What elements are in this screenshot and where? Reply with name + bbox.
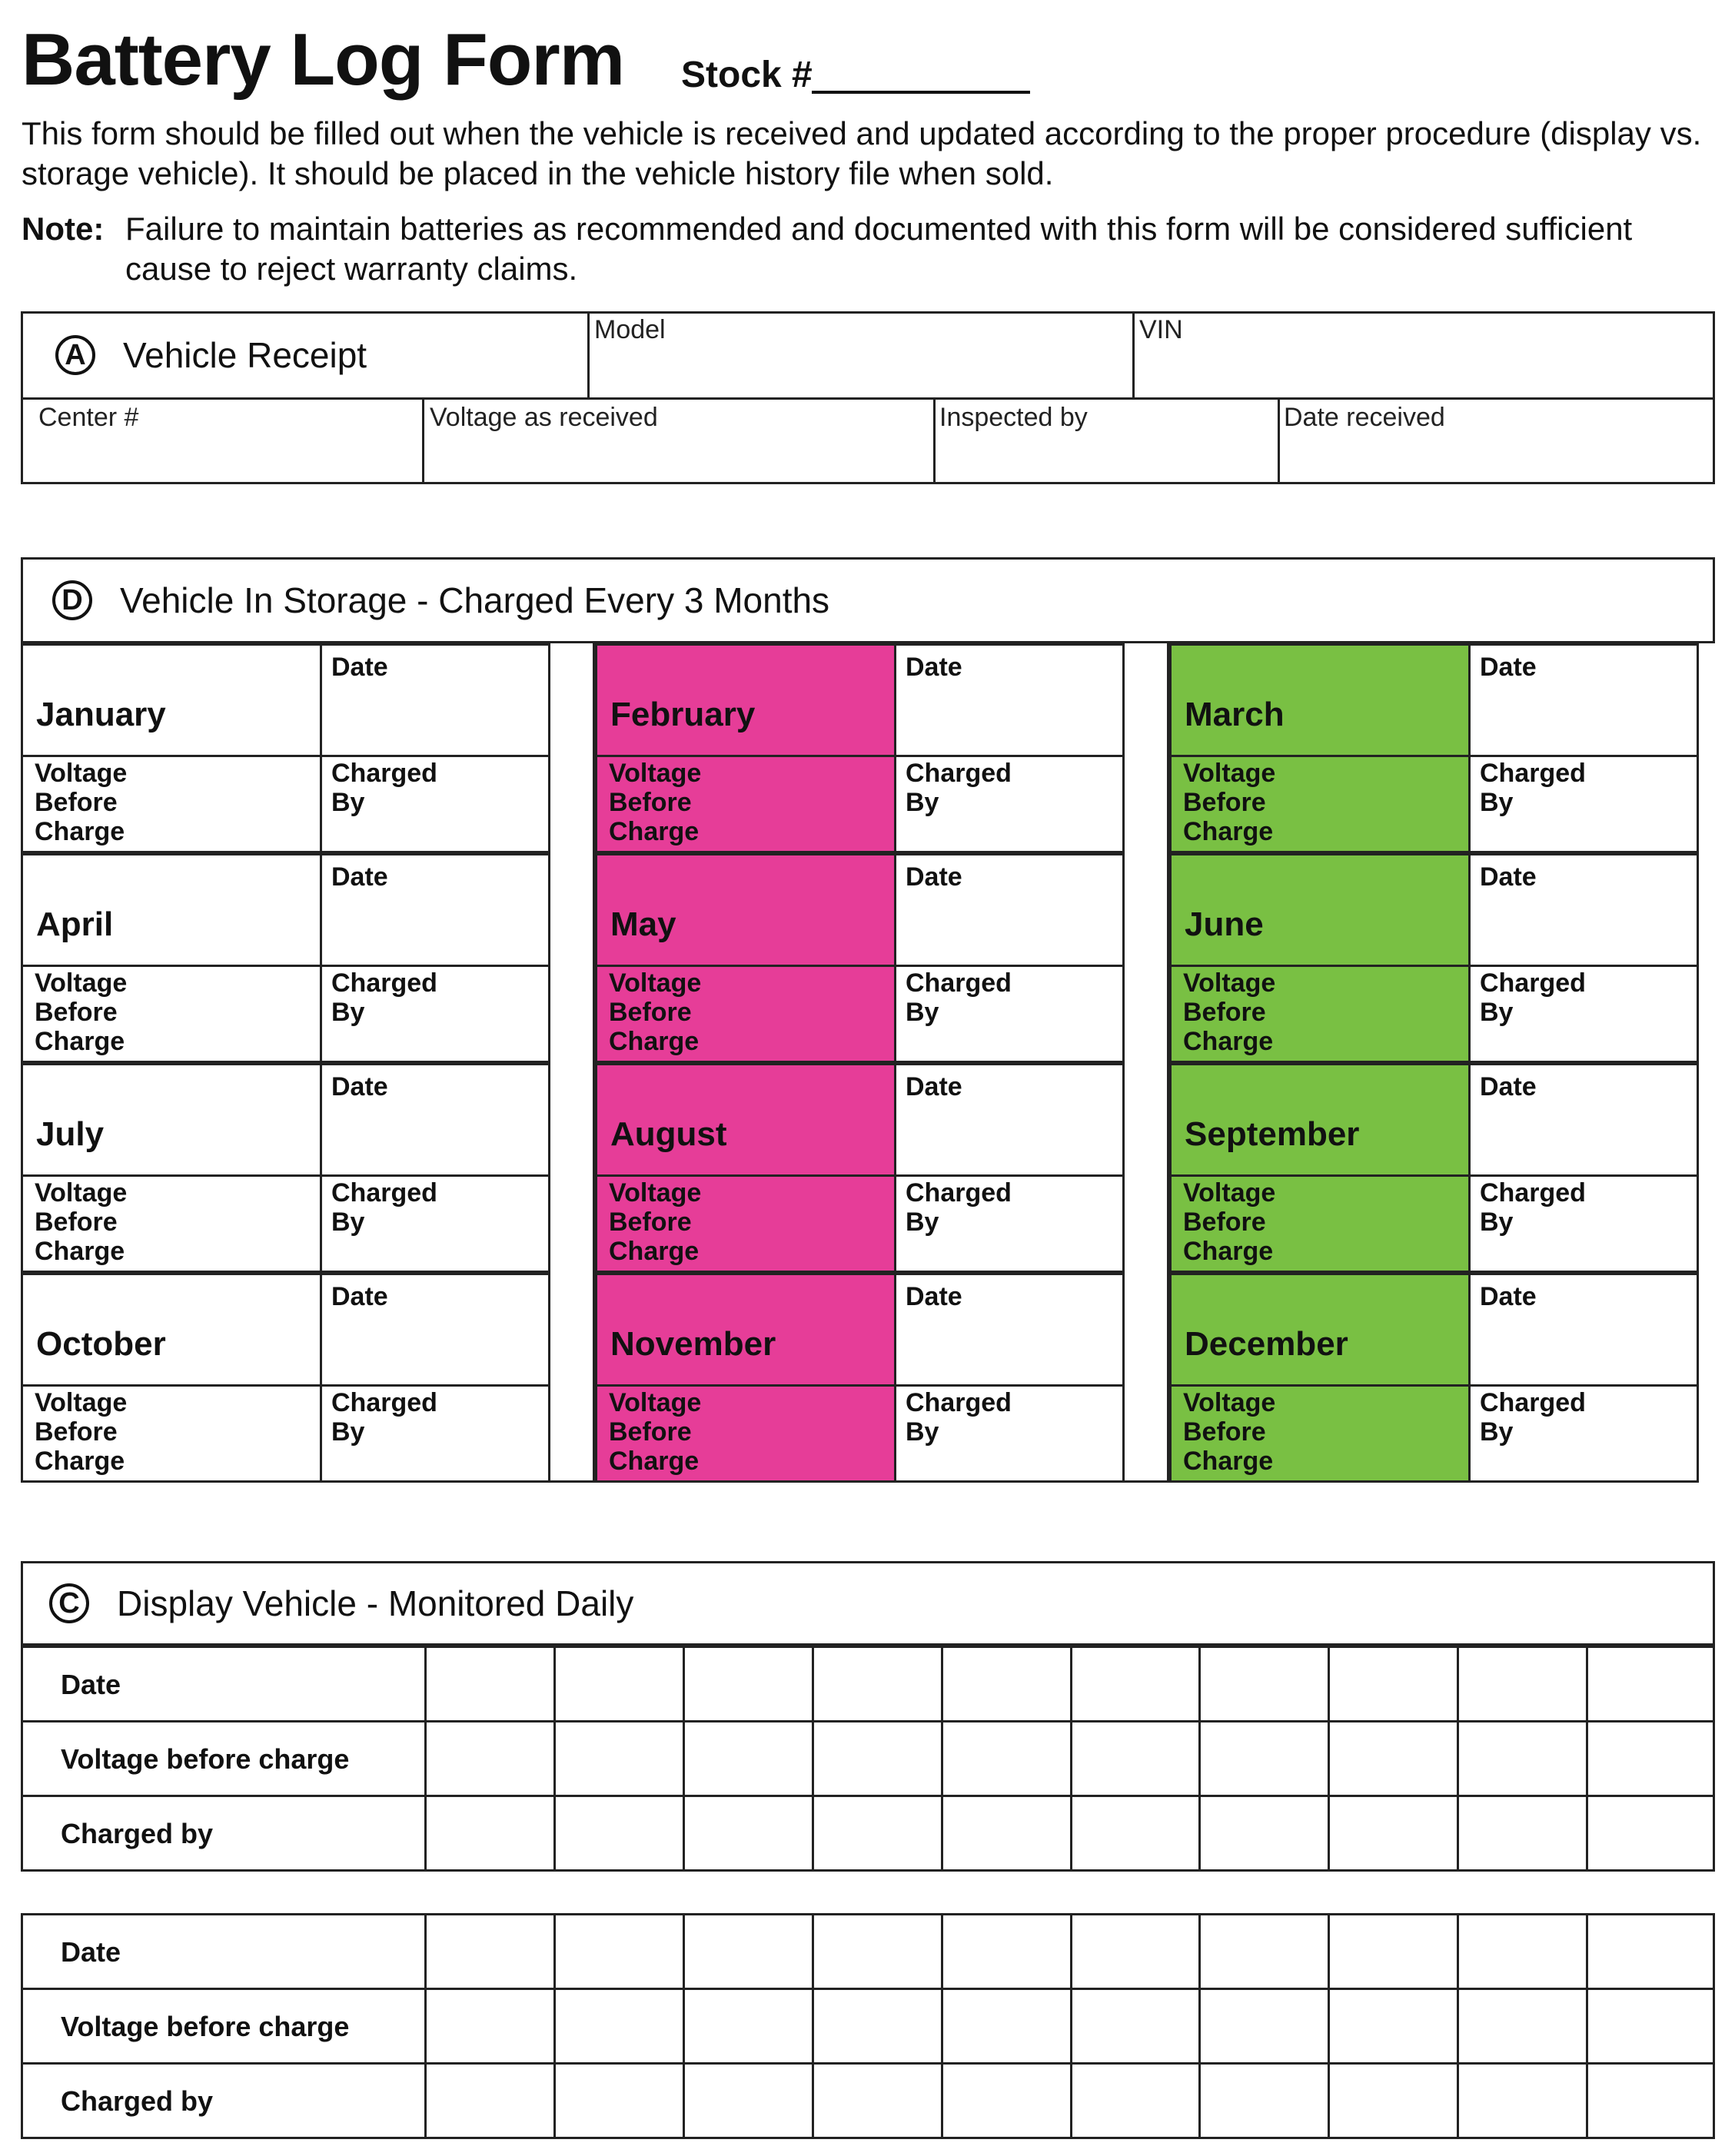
display-entry-cell[interactable] — [1588, 1915, 1715, 1988]
vehicle-receipt-title: Vehicle Receipt — [123, 335, 367, 375]
charged-by-label: By — [906, 998, 939, 1027]
charged-by-label: By — [1480, 998, 1514, 1027]
display-entry-cell[interactable] — [1330, 1722, 1457, 1795]
display-entry-cell[interactable] — [1072, 1722, 1199, 1795]
display-entry-cell[interactable] — [1459, 2065, 1586, 2137]
display-entry-cell[interactable] — [814, 1990, 941, 2062]
display-entry-cell[interactable] — [1459, 1915, 1586, 1988]
display-entry-cell[interactable] — [427, 1648, 553, 1720]
month-label: July — [36, 1115, 105, 1153]
voltage-before-charge-label: Voltage — [1183, 1178, 1276, 1208]
intro-text: This form should be filled out when the vehicle is received and updated according to the proper procedure (display vs. storage vehicle). It should be placed in the vehicle history file when sold. — [22, 115, 1702, 191]
display-entry-cell[interactable] — [1201, 1990, 1328, 2062]
display-entry-cell[interactable] — [1201, 1797, 1328, 1869]
display-entry-cell[interactable] — [814, 1648, 941, 1720]
vehicle-receipt-header — [55, 335, 367, 375]
voltage-before-charge-label: Before — [1183, 1208, 1266, 1237]
voltage-before-charge-label: Before — [35, 788, 118, 817]
date-label: Date — [1480, 1282, 1537, 1311]
voltage-before-charge-label: Voltage — [1183, 759, 1276, 788]
vehicle-storage-title: Vehicle In Storage - Charged Every 3 Months — [120, 580, 830, 620]
voltage-before-charge-label: Before — [35, 1417, 118, 1447]
display-entry-cell[interactable] — [1330, 2065, 1457, 2137]
display-entry-cell[interactable] — [556, 1990, 683, 2062]
voltage-before-charge-label: Charge — [1183, 817, 1274, 846]
display-entry-cell[interactable] — [1459, 1797, 1586, 1869]
model-field[interactable]: Model — [594, 315, 666, 344]
charged-by-label: By — [1480, 788, 1514, 817]
display-entry-cell[interactable] — [1201, 2065, 1328, 2137]
display-entry-cell[interactable] — [1459, 1722, 1586, 1795]
voltage-before-charge-label: Before — [35, 998, 118, 1027]
charged-by-label: By — [331, 1208, 365, 1237]
charged-by-label: By — [331, 788, 365, 817]
column-gutter — [1122, 643, 1169, 1483]
voltage-before-charge-label: Voltage — [1183, 1388, 1276, 1417]
voltage-before-charge-label: Voltage — [609, 968, 702, 998]
charged-by-label: By — [331, 1417, 365, 1447]
voltage-before-charge-label: Before — [1183, 788, 1266, 817]
display-entry-cell[interactable] — [1459, 1648, 1586, 1720]
display-entry-cell[interactable] — [685, 1915, 812, 1988]
voltage-before-charge-label: Voltage — [35, 968, 128, 998]
display-entry-cell[interactable] — [1072, 1797, 1199, 1869]
display-entry-cell[interactable] — [556, 2065, 683, 2137]
display-entry-cell[interactable] — [943, 1990, 1070, 2062]
voltage-before-charge-label: Voltage — [35, 759, 128, 788]
date-label: Date — [1480, 653, 1537, 682]
charged-by-label: By — [906, 1417, 939, 1447]
center-number-field[interactable]: Center # — [38, 403, 139, 432]
display-entry-cell[interactable] — [1588, 1648, 1715, 1720]
charged-by-label: Charged — [906, 759, 1012, 788]
month-label: May — [610, 905, 676, 943]
form-title: Battery Log Form — [22, 18, 625, 101]
charged-by-label: Charged — [331, 759, 437, 788]
display-entry-cell[interactable] — [1201, 1915, 1328, 1988]
display-entry-cell[interactable] — [814, 1915, 941, 1988]
display-entry-cell[interactable] — [427, 1915, 553, 1988]
date-label: Date — [1480, 1072, 1537, 1101]
date-label: Date — [331, 862, 388, 892]
column-gutter — [548, 643, 595, 1483]
voltage-before-charge-label: Before — [609, 998, 692, 1027]
voltage-before-charge-label: Before — [609, 788, 692, 817]
voltage-before-charge-label: Charge — [1183, 1237, 1274, 1266]
display-entry-cell[interactable] — [814, 1722, 941, 1795]
display-entry-cell[interactable] — [943, 1797, 1070, 1869]
display-entry-cell[interactable] — [556, 1915, 683, 1988]
display-entry-cell[interactable] — [427, 1722, 553, 1795]
voltage-before-charge-label: Charge — [35, 1447, 125, 1476]
voltage-before-charge-label: Charge — [1183, 1447, 1274, 1476]
display-entry-cell[interactable] — [943, 1722, 1070, 1795]
month-label: December — [1185, 1325, 1348, 1363]
display-entry-cell[interactable] — [685, 1722, 812, 1795]
month-label: August — [610, 1115, 727, 1153]
month-label: February — [610, 696, 756, 733]
display-entry-cell[interactable] — [1588, 1722, 1715, 1795]
display-entry-cell[interactable] — [556, 1648, 683, 1720]
voltage-received-field[interactable]: Voltage as received — [430, 403, 658, 432]
display-entry-cell[interactable] — [1588, 1990, 1715, 2062]
display-entry-cell[interactable] — [1072, 1915, 1199, 1988]
voltage-before-charge-label: Before — [35, 1208, 118, 1237]
section-c-icon: C — [49, 1583, 89, 1623]
month-label: September — [1185, 1115, 1360, 1153]
charged-by-label: Charged — [906, 1178, 1012, 1208]
date-label: Date — [906, 1282, 962, 1311]
display-entry-cell[interactable] — [1072, 1990, 1199, 2062]
charged-by-label: Charged — [1480, 759, 1586, 788]
month-label: June — [1185, 905, 1264, 943]
voltage-before-charge-label: Charge — [35, 817, 125, 846]
display-entry-cell[interactable] — [1330, 1648, 1457, 1720]
display-row-label: Charged by — [61, 2085, 214, 2117]
note-label: Note: — [22, 211, 105, 247]
display-entry-cell[interactable] — [1330, 1797, 1457, 1869]
display-entry-cell[interactable] — [427, 1797, 553, 1869]
voltage-before-charge-label: Before — [609, 1208, 692, 1237]
date-label: Date — [906, 1072, 962, 1101]
vehicle-storage-header — [52, 580, 829, 620]
voltage-before-charge-label: Before — [1183, 998, 1266, 1027]
month-label: October — [36, 1325, 166, 1363]
date-label: Date — [331, 653, 388, 682]
voltage-before-charge-label: Voltage — [609, 1178, 702, 1208]
month-label: January — [36, 696, 166, 733]
display-entry-cell[interactable] — [1201, 1648, 1328, 1720]
charged-by-label: By — [906, 788, 939, 817]
date-received-field[interactable]: Date received — [1284, 403, 1445, 432]
charged-by-label: Charged — [331, 1178, 437, 1208]
display-entry-cell[interactable] — [1072, 1648, 1199, 1720]
display-row-label: Voltage before charge — [61, 1743, 350, 1775]
charged-by-label: Charged — [1480, 968, 1586, 998]
voltage-before-charge-label: Charge — [35, 1027, 125, 1056]
display-row-label: Date — [61, 1936, 121, 1968]
display-entry-cell[interactable] — [943, 2065, 1070, 2137]
display-entry-cell[interactable] — [1201, 1722, 1328, 1795]
display-entry-cell[interactable] — [1330, 1990, 1457, 2062]
charged-by-label: Charged — [906, 1388, 1012, 1417]
charged-by-label: Charged — [1480, 1178, 1586, 1208]
display-entry-cell[interactable] — [1459, 1990, 1586, 2062]
display-row-label: Date — [61, 1669, 121, 1700]
charged-by-label: By — [1480, 1208, 1514, 1237]
stock-number-field[interactable] — [812, 91, 1030, 94]
display-entry-cell[interactable] — [685, 1797, 812, 1869]
date-label: Date — [906, 862, 962, 892]
month-label: April — [36, 905, 114, 943]
charged-by-label: By — [1480, 1417, 1514, 1447]
month-label: March — [1185, 696, 1285, 733]
date-label: Date — [331, 1282, 388, 1311]
charged-by-label: Charged — [1480, 1388, 1586, 1417]
display-entry-cell[interactable] — [814, 2065, 941, 2137]
display-entry-cell[interactable] — [427, 1990, 553, 2062]
display-entry-cell[interactable] — [1588, 1797, 1715, 1869]
display-entry-cell[interactable] — [1072, 2065, 1199, 2137]
charged-by-label: Charged — [331, 968, 437, 998]
voltage-before-charge-label: Charge — [35, 1237, 125, 1266]
display-entry-cell[interactable] — [685, 1648, 812, 1720]
display-vehicle-title: Display Vehicle - Monitored Daily — [117, 1583, 634, 1623]
display-entry-cell[interactable] — [556, 1722, 683, 1795]
voltage-before-charge-label: Charge — [609, 1027, 700, 1056]
voltage-before-charge-label: Charge — [1183, 1027, 1274, 1056]
month-label: November — [610, 1325, 776, 1363]
section-d-icon: D — [52, 580, 92, 620]
date-label: Date — [331, 1072, 388, 1101]
voltage-before-charge-label: Voltage — [35, 1178, 128, 1208]
display-entry-cell[interactable] — [1588, 2065, 1715, 2137]
voltage-before-charge-label: Voltage — [609, 1388, 702, 1417]
voltage-before-charge-label: Voltage — [35, 1388, 128, 1417]
charged-by-label: By — [906, 1208, 939, 1237]
display-entry-cell[interactable] — [427, 2065, 553, 2137]
voltage-before-charge-label: Voltage — [609, 759, 702, 788]
note-text: Failure to maintain batteries as recommended and documented with this form will be considered sufficient cause to reject warranty claims. — [125, 211, 1633, 287]
voltage-before-charge-label: Charge — [609, 1447, 700, 1476]
display-vehicle-header — [49, 1583, 633, 1623]
charged-by-label: Charged — [331, 1388, 437, 1417]
display-entry-cell[interactable] — [943, 1648, 1070, 1720]
voltage-before-charge-label: Charge — [609, 1237, 700, 1266]
display-row-label: Charged by — [61, 1818, 214, 1849]
inspected-by-field[interactable]: Inspected by — [939, 403, 1088, 432]
charged-by-label: By — [331, 998, 365, 1027]
date-label: Date — [1480, 862, 1537, 892]
section-a-icon: A — [55, 335, 95, 375]
display-entry-cell[interactable] — [556, 1797, 683, 1869]
voltage-before-charge-label: Before — [609, 1417, 692, 1447]
vin-field[interactable]: VIN — [1139, 315, 1183, 344]
date-label: Date — [906, 653, 962, 682]
display-entry-cell[interactable] — [685, 1990, 812, 2062]
display-entry-cell[interactable] — [1330, 1915, 1457, 1988]
voltage-before-charge-label: Voltage — [1183, 968, 1276, 998]
charged-by-label: Charged — [906, 968, 1012, 998]
voltage-before-charge-label: Charge — [609, 817, 700, 846]
display-entry-cell[interactable] — [685, 2065, 812, 2137]
display-entry-cell[interactable] — [814, 1797, 941, 1869]
display-entry-cell[interactable] — [943, 1915, 1070, 1988]
voltage-before-charge-label: Before — [1183, 1417, 1266, 1447]
display-row-label: Voltage before charge — [61, 2011, 350, 2042]
stock-number-label: Stock # — [681, 55, 813, 95]
